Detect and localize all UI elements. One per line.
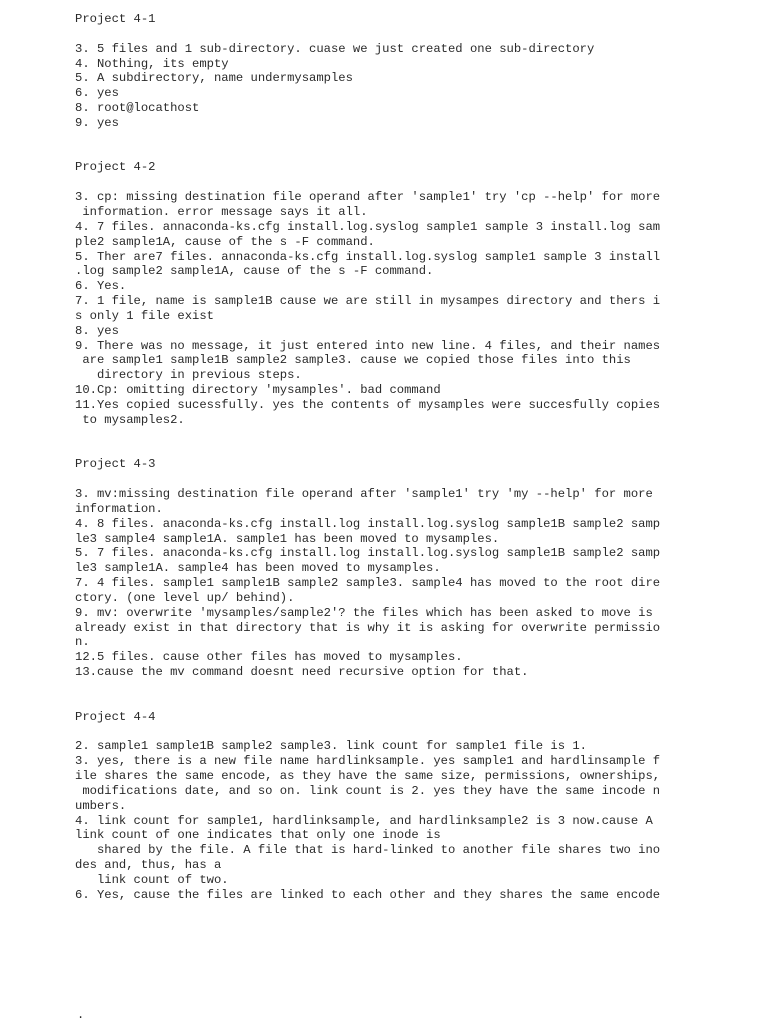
text-line: 9. There was no message, it just entered into new line. 4 files, and their names (75, 338, 661, 353)
text-line: des and, thus, has a (75, 858, 222, 873)
text-line: 4. 8 files. anaconda-ks.cfg install.log install.log.syslog sample1B sample2 samp (75, 516, 661, 531)
text-line: 12.5 files. cause other files has moved to mysamples. (75, 650, 463, 665)
text-line: already exist in that directory that is why it is asking for overwrite permissio (75, 620, 661, 635)
text-line: shared by the file. A file that is hard-linked to another file shares two ino (75, 843, 661, 858)
page-footer-mark: . (77, 1008, 85, 1022)
text-line: 3. cp: missing destination file operand after 'sample1' try 'cp --help' for more (75, 190, 661, 205)
text-line: 5. 7 files. anaconda-ks.cfg install.log install.log.syslog sample1B sample2 samp (75, 546, 661, 561)
text-line: 9. mv: overwrite 'mysamples/sample2'? the files which has been asked to move is (75, 605, 653, 620)
text-line: le3 sample1A. sample4 has been moved to mysamples. (75, 561, 441, 576)
text-line: s only 1 file exist (75, 308, 214, 323)
blank-line (75, 175, 755, 190)
text-line: ple2 sample1A, cause of the s -F command. (75, 234, 375, 249)
text-line: umbers. (75, 798, 127, 813)
text-line: are sample1 sample1B sample2 sample3. cause we copied those files into this (75, 353, 631, 368)
text-line: 2. sample1 sample1B sample2 sample3. link count for sample1 file is 1. (75, 739, 587, 754)
text-line: 7. 4 files. sample1 sample1B sample2 sample3. sample4 has moved to the root dire (75, 576, 661, 591)
section-heading: Project 4-3 (75, 457, 156, 472)
text-line: 3. mv:missing destination file operand after 'sample1' try 'my --help' for more (75, 487, 653, 501)
text-line: directory in previous steps. (75, 368, 302, 383)
text-line: ile shares the same encode, as they have the same size, permissions, ownerships, (75, 769, 661, 784)
text-line: modifications date, and so on. link count is 2. yes they have the same incode n (75, 783, 661, 798)
blank-line (75, 695, 755, 710)
text-line: 9. yes (75, 115, 119, 130)
text-line: 4. 7 files. annaconda-ks.cfg install.log.syslog sample1 sample 3 install.log sam (75, 219, 661, 234)
text-line: 5. Ther are7 files. annaconda-ks.cfg install.log.syslog sample1 sample 3 install (75, 249, 661, 264)
section-heading: Project 4-2 (75, 160, 156, 175)
text-line: 8. root@locathost (75, 101, 200, 116)
blank-line (75, 428, 755, 443)
text-line: 13.cause the mv command doesnt need recursive option for that. (75, 665, 529, 680)
text-line: 8. yes (75, 323, 119, 338)
text-line: n. (75, 635, 90, 650)
text-line: 3. yes, there is a new file name hardlinksample. yes sample1 and hardlinsample f (75, 754, 661, 769)
section-heading: Project 4-4 (75, 709, 156, 724)
blank-line (75, 680, 755, 695)
text-line: 3. 5 files and 1 sub-directory. cuase we just created one sub-directory (75, 41, 595, 56)
blank-line (75, 146, 755, 161)
blank-line (75, 725, 755, 740)
text-line: 5. A subdirectory, name undermysamples (75, 71, 353, 86)
text-line: 4. link count for sample1, hardlinksample, and hardlinksample2 is 3 now.cause A (75, 813, 653, 828)
text-line: link count of one indicates that only one inode is (75, 828, 441, 843)
blank-line (75, 472, 755, 487)
blank-line (75, 27, 755, 42)
blank-line (75, 131, 755, 146)
text-line: 6. yes (75, 86, 119, 101)
text-line: 10.Cp: omitting directory 'mysamples'. bad command (75, 383, 441, 398)
text-line: ctory. (one level up/ behind). (75, 590, 295, 605)
text-line: 11.Yes copied sucessfully. yes the contents of mysamples were succesfully copies (75, 397, 661, 412)
text-line: information. error message says it all. (75, 204, 368, 219)
document-body (75, 12, 755, 903)
text-line: 6. Yes, cause the files are linked to each other and they shares the same encode (75, 887, 661, 902)
text-line: 7. 1 file, name is sample1B cause we are still in mysampes directory and thers i (75, 294, 661, 309)
text-line: link count of two. (75, 872, 229, 887)
text-line: le3 sample4 sample1A. sample1 has been moved to mysamples. (75, 531, 500, 546)
text-line: information. (75, 501, 163, 516)
text-line: to mysamples2. (75, 412, 185, 427)
text-line: 4. Nothing, its empty (75, 56, 229, 71)
blank-line (75, 442, 755, 457)
text-line: 6. Yes. (75, 279, 127, 294)
section-heading: Project 4-1 (75, 12, 156, 26)
text-line: .log sample2 sample1A, cause of the s -F command. (75, 264, 434, 279)
